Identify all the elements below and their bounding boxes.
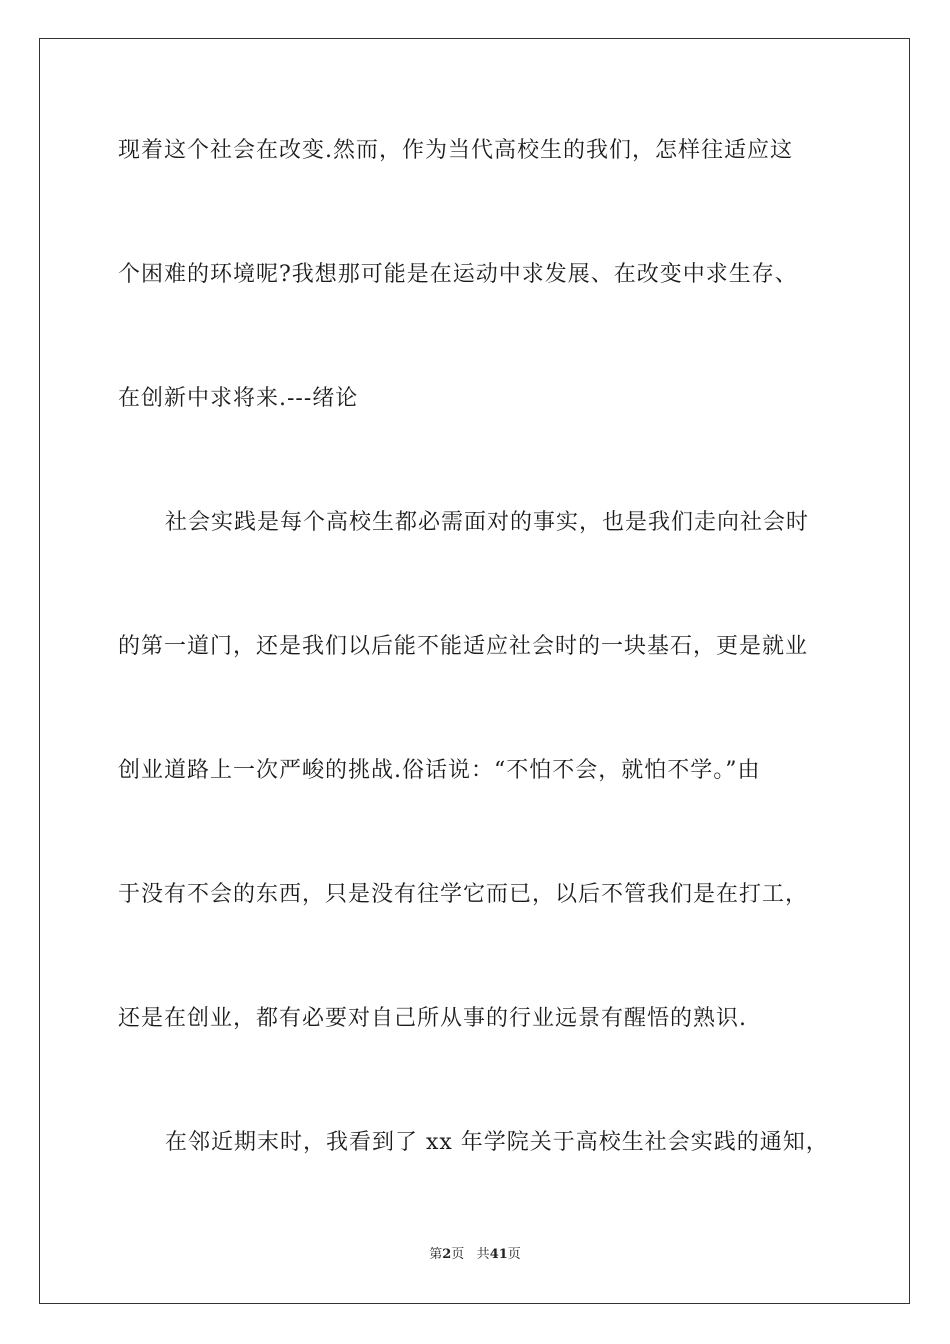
body-line-8: 还是在创业，都有必要对自己所从事的行业远景有醒悟的熟识. xyxy=(118,1006,747,1031)
footer-page-current: 2 xyxy=(442,1247,452,1262)
footer-page-prefix: 第 xyxy=(429,1247,443,1262)
footer-page-total: 41 xyxy=(489,1247,508,1262)
body-line-4: 社会实践是每个高校生都必需面对的事实，也是我们走向社会时 xyxy=(165,510,810,535)
body-line-3: 在创新中求将来.---绪论 xyxy=(118,386,359,411)
page-footer xyxy=(0,1246,950,1264)
page-border xyxy=(39,38,910,1304)
body-line-7: 于没有不会的东西，只是没有往学它而已，以后不管我们是在打工， xyxy=(118,882,809,907)
body-line-9: 在邻近期末时，我看到了 xx 年学院关于高校生社会实践的通知， xyxy=(165,1130,829,1155)
body-line-2: 个困难的环境呢?我想那可能是在运动中求发展、在改变中求生存、 xyxy=(118,262,798,287)
footer-page-suffix: 页 xyxy=(451,1247,465,1262)
body-line-5: 的第一道门，还是我们以后能不能适应社会时的一块基石，更是就业 xyxy=(118,634,809,659)
body-line-1: 现着这个社会在改变.然而，作为当代高校生的我们，怎样往适应这 xyxy=(118,138,793,163)
body-line-6: 创业道路上一次严峻的挑战.俗话说：“不怕不会，就怕不学。”由 xyxy=(118,758,761,783)
footer-total-suffix: 页 xyxy=(507,1247,521,1262)
footer-total-prefix: 共 xyxy=(476,1247,490,1262)
